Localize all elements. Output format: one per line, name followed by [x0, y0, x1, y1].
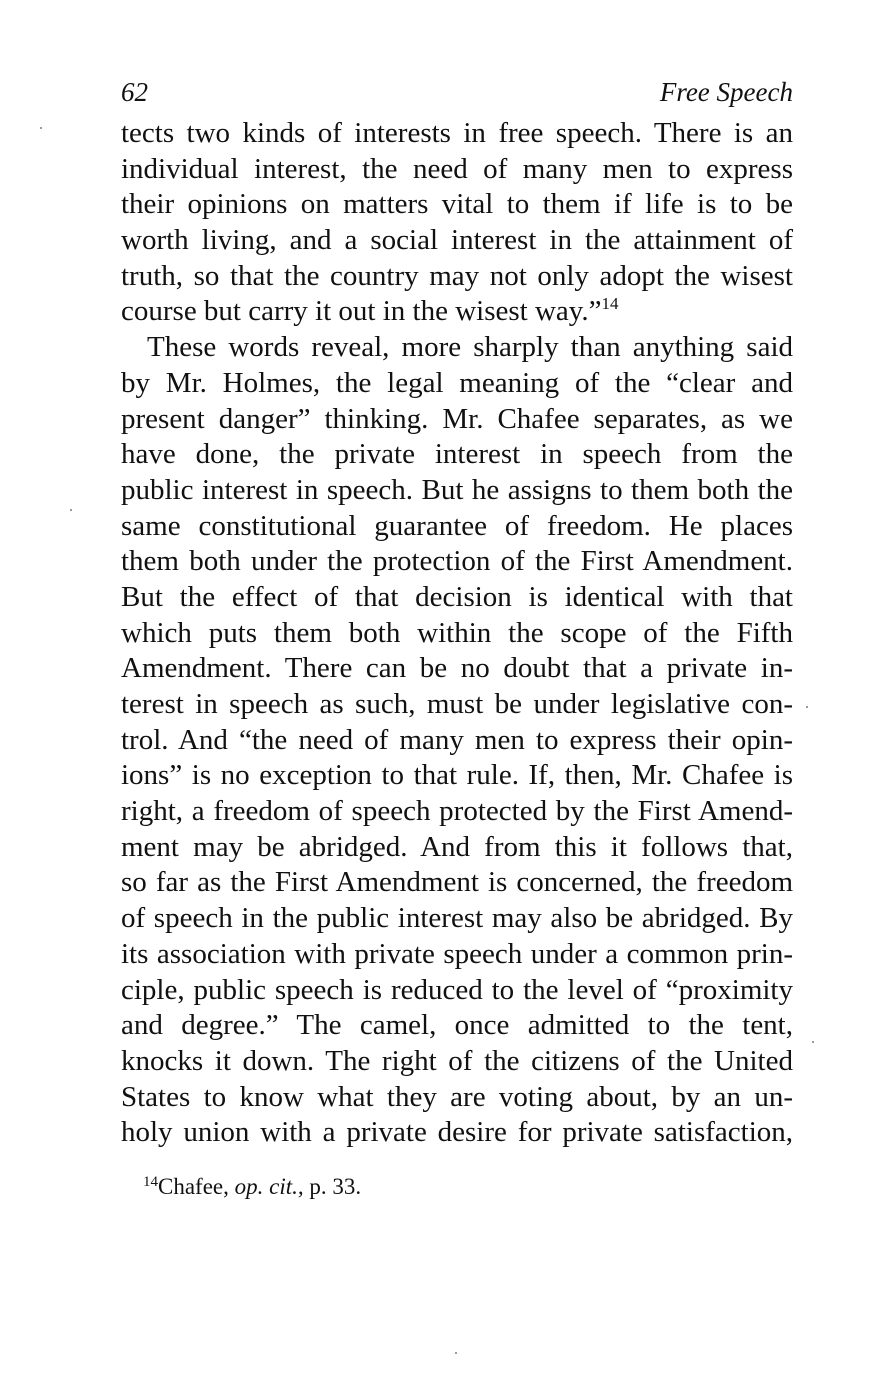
- text-line: have done, the private interest in speech from the: [121, 438, 793, 471]
- text-line: by Mr. Holmes, the legal meaning of the “clear and: [121, 366, 793, 399]
- footnote-reference: 14: [601, 294, 619, 314]
- text-line-content: course but carry it out in the wisest way.”: [121, 295, 602, 328]
- footnote-page: p. 33.: [309, 1174, 362, 1199]
- text-line: same constitutional guarantee of freedom. He places: [121, 509, 793, 542]
- footnote-marker: 14: [143, 1174, 158, 1190]
- text-line: ions” is no exception to that rule. If, then, Mr. Chafee is: [121, 759, 793, 792]
- text-line: of speech in the public interest may also be abridged. By: [121, 902, 793, 935]
- text-line: them both under the protection of the First Amendment.: [121, 545, 793, 578]
- text-line: right, a freedom of speech protected by the First Amend-: [121, 795, 793, 828]
- paper-speck: [812, 1041, 814, 1043]
- running-head: [121, 74, 793, 110]
- text-line: tects two kinds of interests in free speech. There is an: [121, 117, 793, 149]
- text-line: terest in speech as such, must be under legislative con-: [121, 688, 793, 720]
- text-line: ciple, public speech is reduced to the level of “proximity: [121, 973, 793, 1006]
- text-line: present danger” thinking. Mr. Chafee separates, as we: [121, 402, 793, 435]
- text-line: truth, so that the country may not only adopt the wisest: [121, 259, 793, 292]
- text-line: their opinions on matters vital to them if life is to be: [121, 188, 793, 221]
- footnote-citation: op. cit.,: [234, 1174, 304, 1199]
- text-line: ment may be abridged. And from this it follows that,: [121, 830, 793, 863]
- text-line: individual interest, the need of many men to express: [121, 152, 793, 185]
- running-title: Free Speech: [659, 77, 793, 107]
- body-text: [121, 116, 793, 1151]
- text-line: holy union with a private desire for private satisfaction,: [121, 1116, 793, 1149]
- text-line: trol. And “the need of many men to express their opin-: [121, 723, 793, 756]
- text-line: knocks it down. The right of the citizens of the United: [121, 1044, 793, 1077]
- text-line: public interest in speech. But he assigns to them both the: [121, 473, 793, 506]
- text-line: But the effect of that decision is identical with that: [121, 580, 793, 613]
- footnote-author: Chafee,: [158, 1174, 229, 1199]
- text-line: States to know what they are voting about, by an un-: [121, 1080, 793, 1113]
- text-line: Amendment. There can be no doubt that a private in-: [121, 652, 793, 685]
- paper-speck: [40, 127, 42, 129]
- text-line: its association with private speech under a common prin-: [121, 937, 793, 970]
- text-line: worth living, and a social interest in the attainment of: [121, 224, 793, 257]
- text-line: and degree.” The camel, once admitted to the tent,: [121, 1009, 793, 1042]
- paper-speck: [70, 509, 72, 511]
- paper-speck: [806, 706, 808, 708]
- page-number: 62: [121, 77, 148, 107]
- paragraph-first-line: These words reveal, more sharply than anything said: [147, 331, 793, 364]
- paper-speck: [455, 1352, 457, 1354]
- text-line: which puts them both within the scope of the Fifth: [121, 616, 793, 649]
- text-line: so far as the First Amendment is concerned, the freedom: [121, 866, 793, 899]
- footnote: [143, 1172, 361, 1202]
- text-line: [121, 294, 793, 330]
